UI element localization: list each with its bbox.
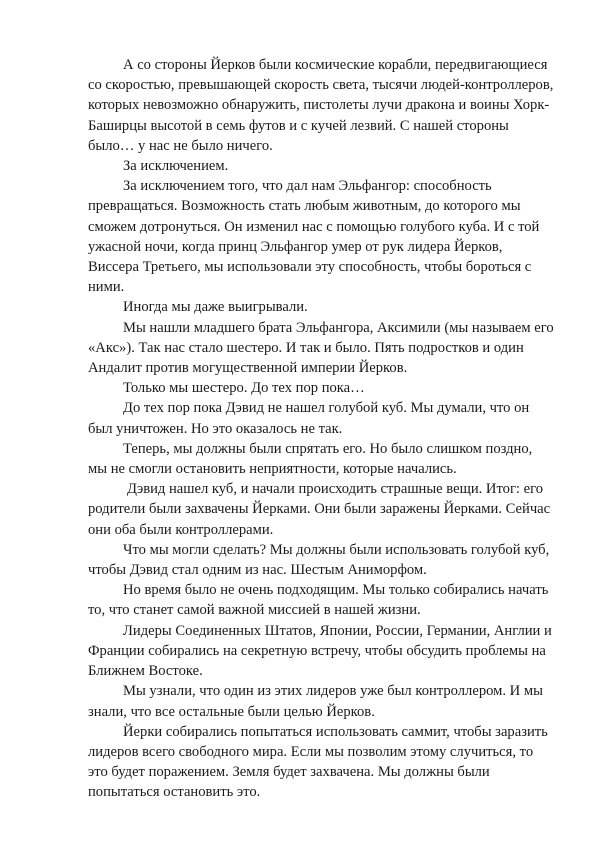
- document-page: [88, 55, 554, 803]
- paragraph: За исключением того, что дал нам Эльфангор: способность превращаться. Возможность стать любым животным, до которого мы сможем дотронуться. Он изменил нас с помощью голубого куба. И с той ужасной ночи, когда принц Эльфангор умер от рук лидера Йерков, Виссера Третьего, мы использовали эту способность, чтобы бороться с ними.: [88, 178, 540, 296]
- paragraph: До тех пор пока Дэвид не нашел голубой куб. Мы думали, что он был уничтожен. Но это оказалось не так.: [88, 400, 530, 437]
- paragraph: Иногда мы даже выигрывали.: [123, 299, 308, 316]
- paragraph: Что мы могли сделать? Мы должны были использовать голубой куб, чтобы Дэвид стал одним из нас. Шестым Аниморфом.: [88, 541, 550, 579]
- paragraph: Йерки собирались попытаться использовать саммит, чтобы заразить лидеров всего свободного мира. Если мы позволим этому случиться, то это будет поражением. Земля будет захвачена. Мы должны были попытаться остановить это.: [88, 723, 548, 801]
- paragraph: Только мы шестеро. До тех пор пока…: [123, 380, 365, 397]
- paragraph: Дэвид нашел куб, и начали происходить страшные вещи. Итог: его родители были захвачены Йерками. Они были заражены Йерками. Сейчас они оба были контроллерами.: [88, 481, 551, 538]
- paragraph: Мы нашли младшего брата Эльфангора, Аксимили (мы называем его «Акс»). Так нас стало шестеро. И так и было. Пять подростков и один Андалит против могущественной империи Йерков.: [88, 319, 554, 377]
- paragraph: Но время было не очень подходящим. Мы только собирались начать то, что станет самой важной миссией в нашей жизни.: [88, 582, 549, 619]
- paragraph: Теперь, мы должны были спрятать его. Но было слишком поздно, мы не смогли остановить неприятности, которые начались.: [88, 440, 533, 478]
- paragraph: Лидеры Соединенных Штатов, Японии, России, Германии, Англии и Франции собирались на секретную встречу, чтобы обсудить проблемы на Ближнем Востоке.: [88, 622, 552, 680]
- paragraph: А со стороны Йерков были космические корабли, передвигающиеся со скоростью, превышающей скорость света, тысячи людей-контроллеров, которых невозможно обнаружить, пистолеты лучи дракона и воины Хорк-Баширцы высотой в семь футов и с кучей лезвий. С нашей стороны было… у нас не было ничего.: [88, 57, 554, 154]
- paragraph: За исключением.: [123, 158, 229, 175]
- paragraph: Мы узнали, что один из этих лидеров уже был контроллером. И мы знали, что все остальные были целью Йерков.: [88, 683, 543, 720]
